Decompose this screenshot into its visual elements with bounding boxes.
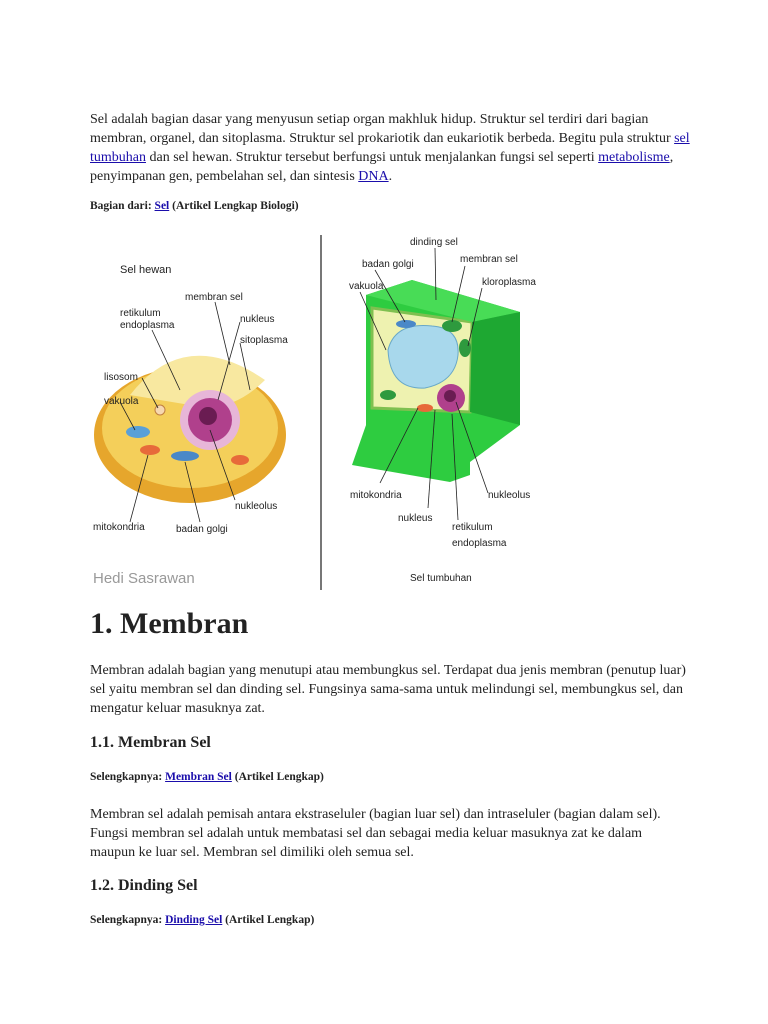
link-sel[interactable]: Sel	[154, 200, 170, 212]
more-prefix-2: Selengkapnya:	[90, 914, 166, 926]
animal-title: Sel hewan	[120, 264, 172, 276]
intro-text-1: Sel adalah bagian dasar yang menyusun setiap organ makhluk hidup. Struktur sel terdiri dari bagian membran, organel, dan sitoplasma. Struktur sel prokariotik dan eukariotik berbeda. Begitu pula struktur	[90, 112, 675, 146]
plant-label-nukleus: nukleus	[398, 513, 433, 524]
watermark-author: Hedi Sasrawan	[93, 570, 195, 587]
membran-sel-paragraph: Membran sel adalah pemisah antara ekstraseluler (bagian luar sel) dan intraseluler (bagian dalam sel). Fungsi membran sel adalah untuk membatasi sel dan sebagai media keluar masuknya zat ke dalam maupun ke luar sel. Membran sel dimiliki oleh semua sel.	[90, 807, 661, 860]
plant-label-vakuola: vakuola	[349, 281, 384, 292]
plant-label-retikulum-2: endoplasma	[452, 538, 507, 549]
membran-paragraph: Membran adalah bagian yang menutupi atau membungkus sel. Terdapat dua jenis membran (penutup luar) sel yaitu membran sel dan dinding sel. Fungsinya sama-sama untuk melindungi sel, membungkus sel, dan mengatur keluar masuknya zat.	[90, 663, 686, 716]
section-heading-membran: 1. Membran	[90, 607, 249, 640]
animal-mito-shape-2	[231, 455, 249, 465]
plant-nucleolus-shape	[444, 390, 456, 402]
more-suffix-1: (Artikel Lengkap)	[231, 771, 324, 783]
plant-label-membran: membran sel	[460, 254, 518, 265]
plant-golgi-shape	[396, 320, 416, 328]
subsection-heading-dinding-sel: 1.2. Dinding Sel	[90, 877, 198, 894]
animal-vacuole-shape	[126, 426, 150, 438]
intro-paragraph	[90, 110, 690, 186]
plant-cell-wall-side	[470, 312, 520, 425]
animal-label-nukleus: nukleus	[240, 314, 275, 325]
animal-label-sitoplasma: sitoplasma	[240, 335, 288, 346]
part-of-prefix: Bagian dari:	[90, 200, 155, 212]
part-of-line	[90, 200, 299, 212]
animal-lysosome-shape	[155, 405, 165, 415]
animal-cell-diagram	[93, 264, 288, 587]
animal-label-retikulum-2: endoplasma	[120, 320, 175, 331]
plant-cell-diagram	[349, 237, 536, 584]
plant-chloroplast-3	[380, 390, 396, 400]
more-line-dinding-sel	[90, 914, 314, 926]
subsection-heading-membran-sel: 1.1. Membran Sel	[90, 734, 211, 751]
plant-label-dinding: dinding sel	[410, 237, 458, 248]
intro-text-4: .	[388, 169, 393, 184]
intro-text-3: , penyimpanan gen, pembelahan sel, dan sintesis	[90, 150, 674, 184]
plant-label-golgi: badan golgi	[362, 259, 414, 270]
cell-diagram	[90, 230, 560, 592]
link-sel-tumbuhan[interactable]: sel tumbuhan	[90, 131, 690, 165]
animal-label-mitokondria: mitokondria	[93, 522, 145, 533]
part-of-suffix: (Artikel Lengkap Biologi)	[169, 200, 299, 212]
plant-label-mitokondria: mitokondria	[350, 490, 402, 501]
link-dinding-sel[interactable]: Dinding Sel	[165, 914, 223, 926]
animal-label-nukleolus: nukleolus	[235, 501, 278, 512]
animal-label-vakuola: vakuola	[104, 396, 139, 407]
animal-golgi-shape	[171, 451, 199, 461]
intro-text-2: dan sel hewan. Struktur tersebut berfungsi untuk menjalankan fungsi sel seperti	[146, 150, 599, 165]
more-suffix-2: (Artikel Lengkap)	[222, 914, 315, 926]
animal-label-membran: membran sel	[185, 292, 243, 303]
animal-nucleolus	[199, 407, 217, 425]
more-prefix-1: Selengkapnya:	[90, 771, 166, 783]
more-line-membran-sel	[90, 771, 324, 783]
link-dna[interactable]: DNA	[358, 169, 389, 184]
plant-title: Sel tumbuhan	[410, 573, 472, 584]
link-metabolisme[interactable]: metabolisme	[598, 150, 670, 165]
animal-mito-shape	[140, 445, 160, 455]
plant-label-kloroplasma: kloroplasma	[482, 277, 536, 288]
plant-label-retikulum-1: retikulum	[452, 522, 493, 533]
plant-mito-shape	[417, 404, 433, 412]
animal-label-retikulum-1: retikulum	[120, 308, 161, 319]
animal-label-golgi: badan golgi	[176, 524, 228, 535]
link-membran-sel[interactable]: Membran Sel	[165, 771, 232, 783]
animal-label-lisosom: lisosom	[104, 372, 138, 383]
plant-label-nukleolus: nukleolus	[488, 490, 531, 501]
